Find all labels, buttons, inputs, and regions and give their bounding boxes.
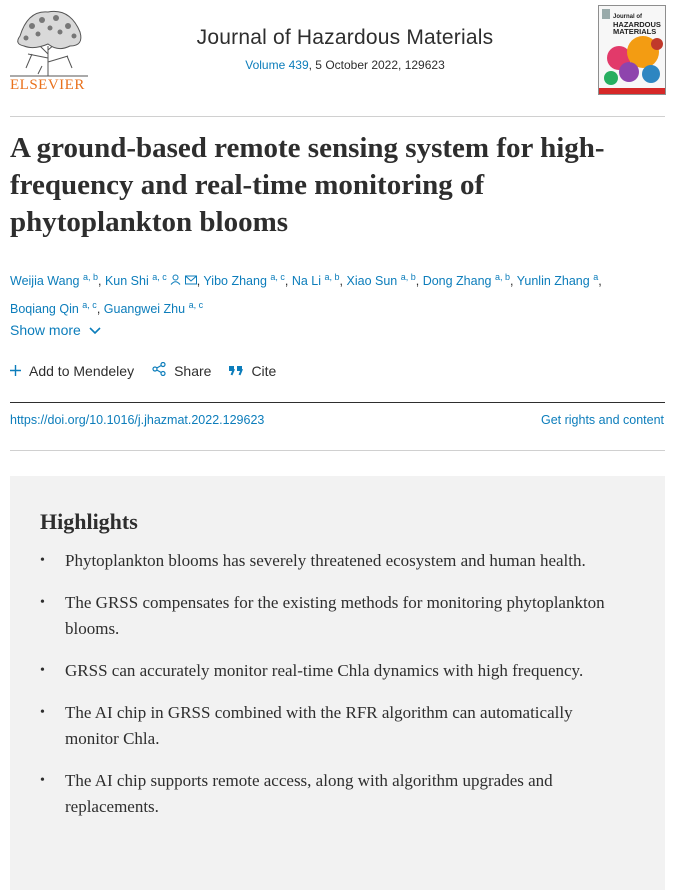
share-icon xyxy=(152,362,166,379)
doi-divider xyxy=(10,450,665,451)
add-to-mendeley-button[interactable]: Add to Mendeley xyxy=(10,363,134,379)
author-link[interactable]: Kun Shi $^{a, c}$ xyxy=(104,272,167,288)
highlight-item: • Phytoplankton blooms has severely threatened ecosystem and human health. xyxy=(40,548,630,574)
highlight-item: • The AI chip supports remote access, along with algorithm upgrades and replacements. xyxy=(40,768,630,820)
highlights-heading: Highlights xyxy=(40,509,138,534)
highlights-list xyxy=(40,548,630,836)
author-link[interactable]: Guangwei Zhu $^{a, c}$ xyxy=(103,300,204,316)
author-link[interactable]: Xiao Sun $^{a, b}$ xyxy=(346,272,416,288)
author-list: Weijia Wang $^{a, b}$, Kun Shi $^{a, c}$ , Yibo Zhang $^{a, c}$, Na Li $^{a, b}$, Xiao Sun $^{a, b}$, Dong Zhang $^{a, b}$, Yunlin Zhang $^a$, Boqiang Qin $^{a, c}$, Guangwei Zhu $^{a, c}$ xyxy=(10,272,602,316)
publisher-name: ELSEVIER xyxy=(10,77,85,93)
article-actions xyxy=(10,362,276,379)
author-link[interactable]: Weijia Wang $^{a, b}$ xyxy=(10,272,98,288)
author-link[interactable]: Yunlin Zhang $^a$ xyxy=(516,272,599,288)
share-button[interactable]: Share xyxy=(152,362,211,379)
article-title: A ground-based remote sensing system for high-frequency and real-time monitoring of phytoplankton blooms xyxy=(10,132,605,238)
quote-icon xyxy=(229,363,243,379)
highlights-panel xyxy=(10,476,665,890)
journal-cover-thumbnail[interactable] xyxy=(598,5,666,95)
highlight-item: • The AI chip in GRSS combined with the RFR algorithm can automatically monitor Chla. xyxy=(40,700,630,752)
journal-meta xyxy=(130,58,560,72)
author-link[interactable]: Dong Zhang $^{a, b}$ xyxy=(422,272,510,288)
journal-title-link[interactable]: Journal of Hazardous Materials xyxy=(196,26,494,49)
author-link[interactable]: Na Li $^{a, b}$ xyxy=(291,272,340,288)
author-link[interactable]: Boqiang Qin $^{a, c}$ xyxy=(10,300,97,316)
volume-link[interactable]: Volume 439 xyxy=(245,58,309,72)
person-icon xyxy=(170,274,181,288)
highlight-item: • The GRSS compensates for the existing methods for monitoring phytoplankton blooms. xyxy=(40,590,630,642)
doi-link[interactable]: https://doi.org/10.1016/j.jhazmat.2022.129623 xyxy=(10,413,265,427)
journal-info xyxy=(130,26,560,72)
journal-header xyxy=(0,0,674,118)
actions-divider xyxy=(10,402,665,403)
issue-date: , 5 October 2022, 129623 xyxy=(308,58,445,72)
email-icon[interactable] xyxy=(185,274,197,288)
plus-icon xyxy=(10,363,21,379)
cite-button[interactable]: Cite xyxy=(229,363,276,379)
header-divider xyxy=(10,116,665,117)
chevron-down-icon xyxy=(89,322,101,338)
elsevier-tree-icon xyxy=(8,6,90,78)
highlight-item: • GRSS can accurately monitor real-time Chla dynamics with high frequency. xyxy=(40,658,630,684)
author-link[interactable]: Yibo Zhang $^{a, c}$ xyxy=(203,272,285,288)
cover-title: Journal of HAZARDOUS MATERIALS xyxy=(613,14,661,36)
show-more-button[interactable]: Show more xyxy=(10,322,101,338)
rights-link[interactable]: Get rights and content xyxy=(541,413,664,427)
